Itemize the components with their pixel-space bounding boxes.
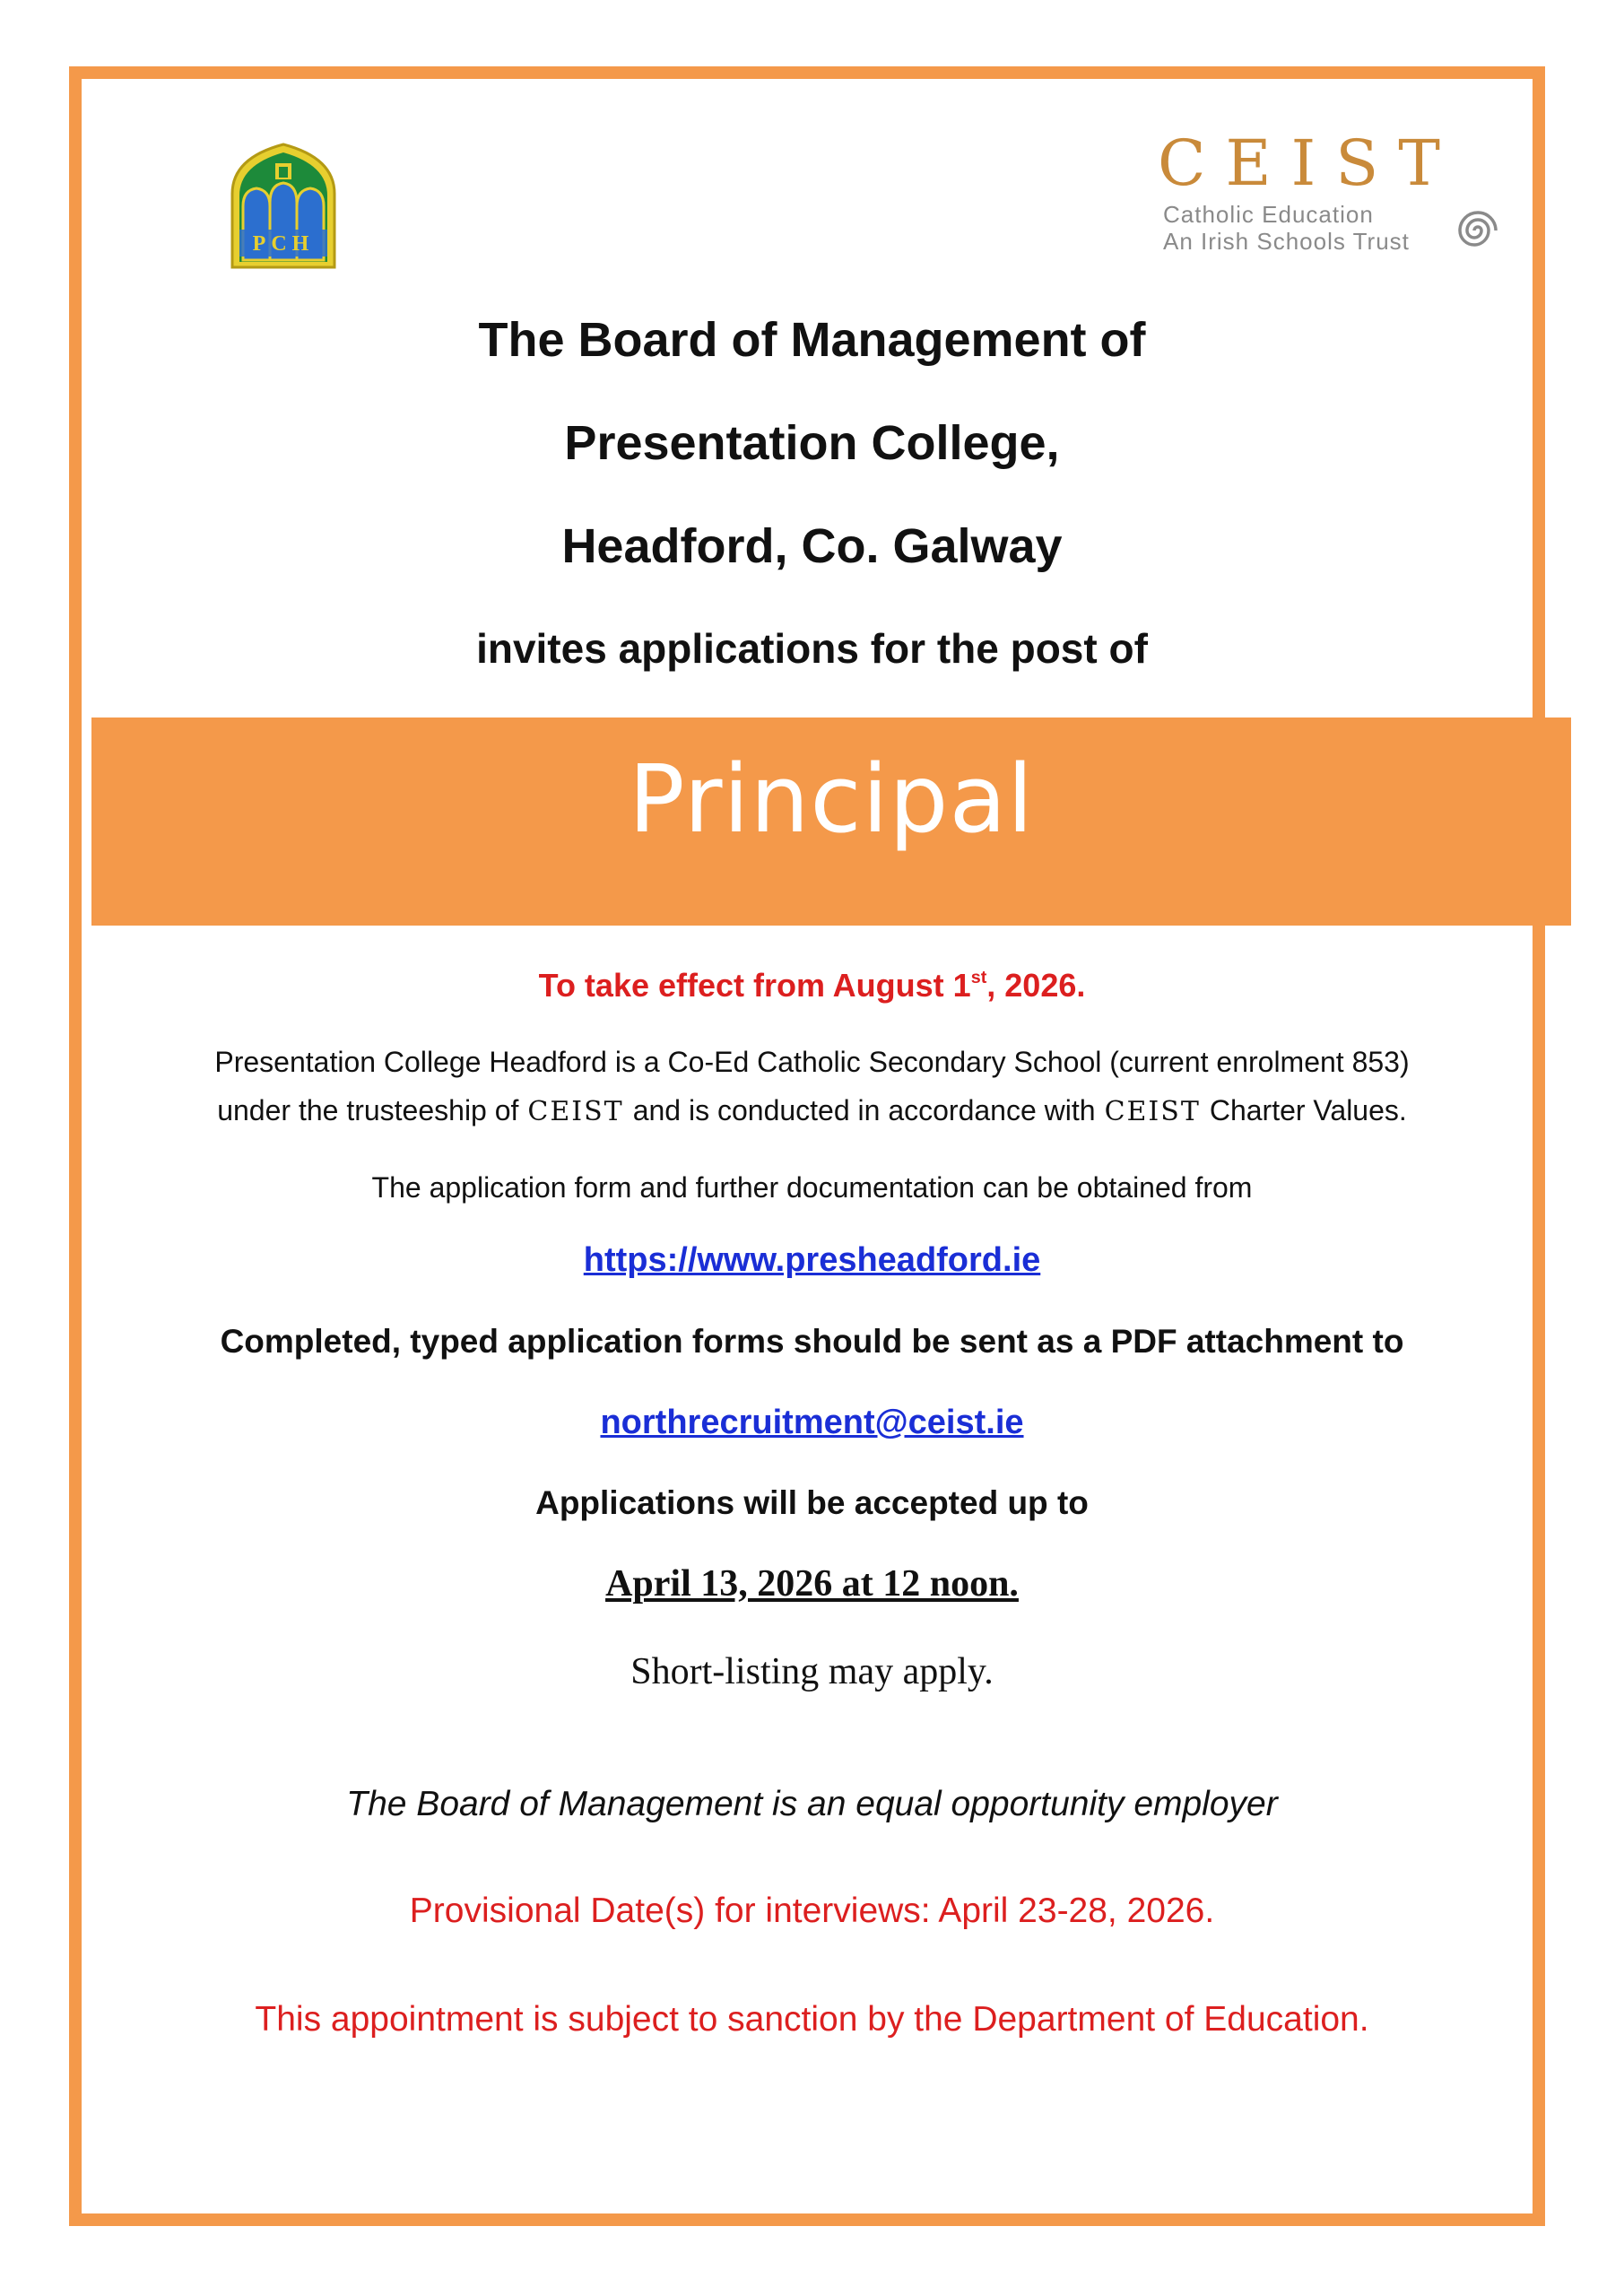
description-line-2: under the trusteeship of CEIST and is conducted in accordance with CEIST Charter Values. xyxy=(217,1094,1407,1127)
description-line-1: Presentation College Headford is a Co-Ed Catholic Secondary School (current enrolment 853) xyxy=(214,1046,1410,1078)
heading-college: Presentation College, xyxy=(564,416,1060,470)
email-link[interactable]: northrecruitment@ceist.ie xyxy=(600,1404,1024,1441)
send-instructions: Completed, typed application forms should be sent as a PDF attachment to xyxy=(220,1323,1404,1360)
effective-date: To take effect from August 1st, 2026. xyxy=(538,967,1086,1004)
shortlisting-note: Short-listing may apply. xyxy=(630,1651,994,1692)
ceist-tagline-1: Catholic Education xyxy=(1163,201,1374,228)
website-link[interactable]: https://www.presheadford.ie xyxy=(583,1241,1041,1279)
svg-text:CEIST: CEIST xyxy=(1158,131,1460,194)
pch-crest-logo xyxy=(229,142,338,269)
heading-board: The Board of Management of xyxy=(478,313,1146,367)
ceist-inline-logo: CEIST xyxy=(527,1096,624,1127)
ceist-wordmark xyxy=(1152,131,1511,194)
deadline-intro: Applications will be accepted up to xyxy=(535,1484,1089,1521)
heading-location: Headford, Co. Galway xyxy=(561,519,1063,573)
principal-banner xyxy=(91,718,1571,926)
obtain-text: The application form and further documentation can be obtained from xyxy=(371,1171,1253,1204)
spiral-icon xyxy=(1454,206,1502,255)
ceist-logo xyxy=(1152,131,1511,265)
ceist-tagline-2: An Irish Schools Trust xyxy=(1163,228,1410,255)
post-title: Principal xyxy=(628,744,1035,854)
deadline-date: April 13, 2026 at 12 noon. xyxy=(605,1563,1019,1605)
sanction-note: This appointment is subject to sanction by the Department of Education. xyxy=(255,2000,1369,2039)
ceist-inline-logo: CEIST xyxy=(1104,1096,1201,1127)
equal-opportunity-note: The Board of Management is an equal opportunity employer xyxy=(346,1785,1278,1823)
heading-invites: invites applications for the post of xyxy=(476,625,1148,672)
pch-crest-letters: PCH xyxy=(252,232,315,256)
interview-dates: Provisional Date(s) for interviews: April 23-28, 2026. xyxy=(409,1892,1215,1930)
